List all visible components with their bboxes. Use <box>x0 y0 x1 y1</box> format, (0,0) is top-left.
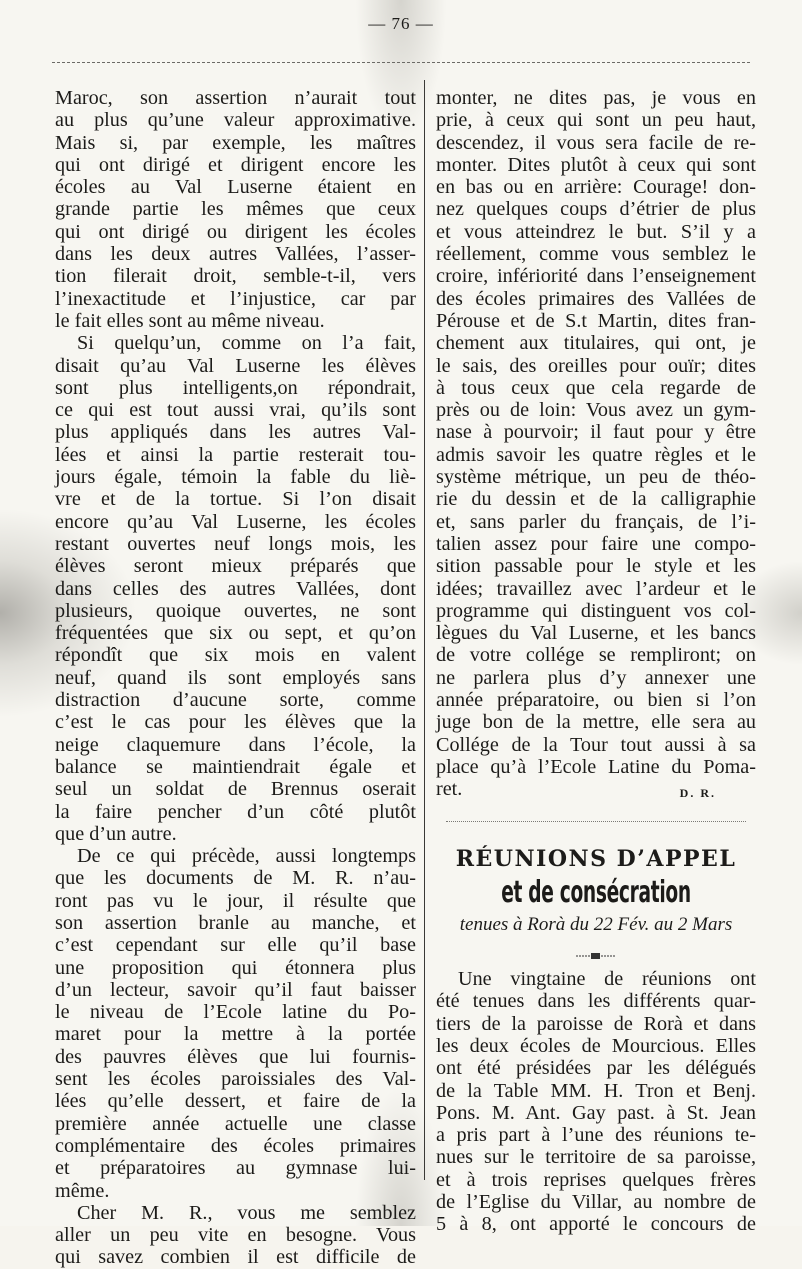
text-line: a pris part à l’une des réunions te- <box>436 1124 756 1147</box>
text-line: de l’Eglise du Villar, au nombre de <box>436 1191 756 1214</box>
text-line: maret pour la mettre à la portée <box>55 1023 416 1046</box>
text-line: année préparatoire, ou bien si l’on <box>436 689 756 712</box>
text-line: répondît que six mois en valent <box>55 644 416 667</box>
text-line: complémentaire des écoles primaires <box>55 1134 416 1157</box>
text-line: des pauvres élèves que lui fournis- <box>55 1045 416 1068</box>
text-line: près ou de loin: Vous avez un gym- <box>436 399 756 422</box>
text-line: monter, ne dites pas, je vous en <box>436 87 756 109</box>
text-line: le niveau de l’Ecole latine du Po- <box>55 1001 416 1024</box>
page-number: — 76 — <box>368 14 434 33</box>
text-line: Cher M. R., vous me semblez <box>77 1201 416 1224</box>
text-line: que les documents de M. R. n’au- <box>55 867 416 890</box>
column-divider <box>424 80 425 1180</box>
text-line: même. <box>55 1179 110 1202</box>
text-line: aller un peu vite en besogne. Vous <box>55 1224 416 1247</box>
text-line: nez quelques coups d’étrier de plus <box>436 198 756 221</box>
text-line: une proposition qui étonnera plus <box>55 956 416 979</box>
text-line: tion filerait droit, semble-t-il, vers <box>55 265 416 288</box>
text-line: balance se maintiendrait égale et <box>55 755 416 778</box>
text-line: les deux écoles de Mourcious. Elles <box>436 1034 756 1057</box>
author-signature: D. R. <box>679 786 716 801</box>
text-line: neige claquemure dans l’école, la <box>55 733 416 756</box>
text-line: dans celles des autres Vallées, dont <box>55 577 416 600</box>
text-line: monter. Dites plutôt à ceux qui sont <box>436 153 756 176</box>
text-line: tiers de la paroisse de Rorà et dans <box>436 1012 756 1035</box>
text-line: au plus qu’une valeur approximative. <box>55 109 416 132</box>
text-line: restant ouvertes neuf longs mois, les <box>55 532 416 555</box>
article-body <box>436 968 756 1236</box>
text-line: l’inexactitude et l’injustice, car par <box>55 287 416 310</box>
text-line: sition passable pour le style et les <box>436 555 756 578</box>
text-line: fréquentées que six ou sept, et qu’on <box>55 622 416 645</box>
left-column <box>55 87 416 1269</box>
section-divider <box>446 821 746 822</box>
text-line: Une vingtaine de réunions ont <box>458 968 756 991</box>
text-line: et vous atteindrez le but. S’il y a <box>436 220 756 243</box>
text-line: réellement, comme vous semblez le <box>436 243 756 266</box>
text-line: écoles au Val Luserne étaient en <box>55 176 416 199</box>
text-line: ce qui est tout aussi vrai, qu’ils sont <box>55 399 416 422</box>
text-line: sont plus intelligents,on répondrait, <box>55 376 416 399</box>
text-line: Collége de la Tour tout aussi à sa <box>436 733 756 756</box>
text-line: c’est cependant sur elle qu’il base <box>55 934 416 957</box>
text-line: idées; travaillez avec l’ardeur et le <box>436 577 756 600</box>
text-line: Maroc, son assertion n’aurait tout <box>55 87 416 109</box>
text-line: en bas ou en arrière: Courage! don- <box>436 176 756 199</box>
text-line: lées qu’elle dessert, et faire de la <box>55 1090 416 1113</box>
text-line: croire, infériorité dans l’enseignement <box>436 265 756 288</box>
text-line: ont été présidées par les délégués <box>436 1057 756 1080</box>
text-line: dans les deux autres Vallées, l’asser- <box>55 243 416 266</box>
text-line: prie, à ceux qui sont un peu haut, <box>436 109 756 132</box>
text-line: ront pas vu le jour, il résulte que <box>55 889 416 912</box>
text-line: jours égale, témoin la fable du liè- <box>55 466 416 489</box>
text-line: Si quelqu’un, comme on l’a fait, <box>77 332 416 355</box>
article-dateline: tenues à Rorà du 22 Fév. au 2 Mars <box>459 913 733 935</box>
ornament-divider-icon <box>436 944 756 958</box>
text-line: lègues du Val Luserne, et les bancs <box>436 622 756 645</box>
header-rule <box>52 62 750 63</box>
text-line: seul un soldat de Brennus oserait <box>55 778 416 801</box>
text-line: élèves seront mieux préparés que <box>55 555 416 578</box>
text-line: et préparatoires au gymnase lui- <box>55 1157 416 1180</box>
text-line: neuf, quand ils sont employés sans <box>55 666 416 689</box>
text-line: ne parlera plus d’y annexer une <box>436 666 756 689</box>
text-line: et à trois reprises quelques frères <box>436 1168 756 1191</box>
text-line: grande partie les mêmes que ceux <box>55 198 416 221</box>
text-line: vre et de la tortue. Si l’on disait <box>55 488 416 511</box>
text-line: chement aux titulaires, qui ont, je <box>436 332 756 355</box>
text-line: son assertion branle au manche, et <box>55 911 416 934</box>
text-line: place qu’à l’Ecole Latine du Poma- <box>436 755 756 778</box>
text-line: Pons. M. Ant. Gay past. à St. Jean <box>436 1101 756 1124</box>
text-line: Pérouse et de S.t Martin, dites fran- <box>436 309 756 332</box>
text-line: lées et ainsi la partie resterait tou- <box>55 443 416 466</box>
text-line: la faire pencher d’un côté plutôt <box>55 800 416 823</box>
text-line: nase à pourvoir; il faut pour y être <box>436 421 756 444</box>
text-line: juge bon de la mettre, elle sera au <box>436 711 756 734</box>
text-line: distraction d’aucune sorte, comme <box>55 689 416 712</box>
text-line: talien assez pour faire une compo- <box>436 532 756 555</box>
text-line: Mais si, par exemple, les maîtres <box>55 131 416 154</box>
text-line: le sais, des oreilles pour ouïr; dites <box>436 354 756 377</box>
text-line: système métrique, un peu de théo- <box>436 466 756 489</box>
text-line: plus appliqués dans les autres Val- <box>55 421 416 444</box>
article-subtitle: et de consécration <box>501 874 691 910</box>
text-line: plusieurs, quoique ouvertes, ne sont <box>55 599 416 622</box>
text-line: été tenues dans les différents quar- <box>436 990 756 1013</box>
text-line: qui savez combien il est difficile de <box>55 1246 416 1269</box>
text-line: disait qu’au Val Luserne les élèves <box>55 354 416 377</box>
text-line: nues sur le territoire de sa paroisse, <box>436 1146 756 1169</box>
text-line: descendez, il vous sera facile de re- <box>436 131 756 154</box>
text-line: première année actuelle une classe <box>55 1112 416 1135</box>
text-line: de la Table MM. H. Tron et Benj. <box>436 1079 756 1102</box>
closing-line <box>436 778 756 804</box>
text-line: encore qu’au Val Luserne, les écoles <box>55 510 416 533</box>
text-line: qui ont dirigé et dirigent encore les <box>55 153 416 176</box>
text-line: De ce qui précède, aussi longtemps <box>77 845 416 868</box>
text-line: d’un lecteur, savoir qu’il faut baisser <box>55 978 416 1001</box>
text-line: rie du dessin et de la calligraphie <box>436 488 756 511</box>
text-line: qui ont dirigé ou dirigent les écoles <box>55 220 416 243</box>
text-line: programme qui distinguent vos col- <box>436 599 756 622</box>
closing-text: ret. <box>436 778 463 801</box>
text-line: c’est le cas pour les élèves que la <box>55 711 416 734</box>
right-column-continuation <box>436 87 756 778</box>
article-title: RÉUNIONS D’APPEL <box>455 845 737 872</box>
right-column <box>436 87 756 1236</box>
text-line: de votre collége se rempliront; on <box>436 644 756 667</box>
text-line: 5 à 8, ont apporté le concours de <box>436 1213 756 1236</box>
text-line: que d’un autre. <box>55 822 177 845</box>
text-line: le fait elles sont au même niveau. <box>55 309 325 332</box>
text-line: sent les écoles paroissiales des Val- <box>55 1068 416 1091</box>
text-line: admis savoir les quatre règles et le <box>436 443 756 466</box>
text-line: et, sans parler du français, de l’i- <box>436 510 756 533</box>
text-line: à tous ceux que cela regarde de <box>436 376 756 399</box>
text-line: des écoles primaires des Vallées de <box>436 287 756 310</box>
